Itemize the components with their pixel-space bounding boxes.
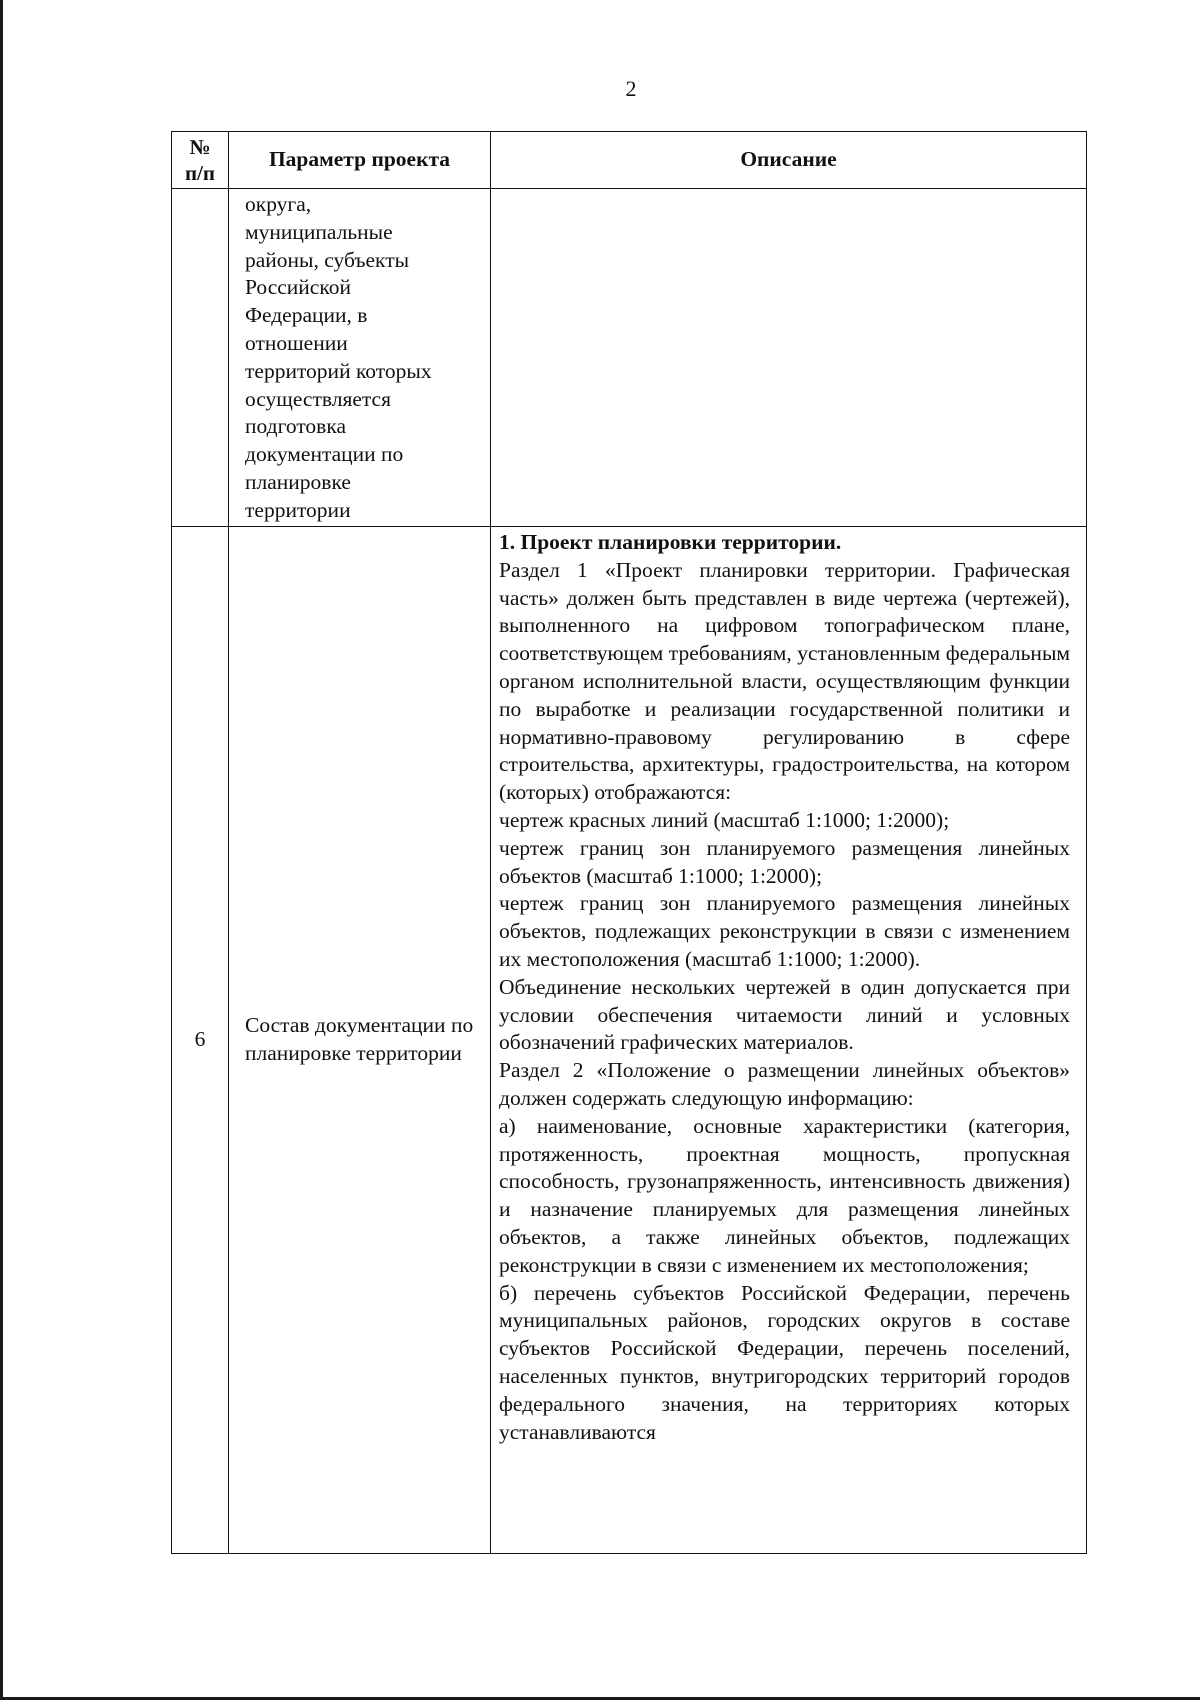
- description-paragraph: чертеж границ зон планируемого размещения линейных объектов, подлежащих реконструкции в связи с изменением их местоположения (масштаб 1:1000; 1:2000).: [499, 891, 1070, 971]
- description-paragraph: Объединение нескольких чертежей в один допускается при условии обеспечения читаемости линий и условных обозначений графических материалов.: [499, 974, 1070, 1055]
- page-number: 2: [625, 76, 637, 101]
- header-number-abbr: п/п: [184, 161, 216, 185]
- table-header-row: [172, 132, 1087, 189]
- cell-parameter-6: Состав документации по планировке территории: [229, 527, 491, 1554]
- header-parameter: Параметр проекта: [229, 132, 491, 189]
- header-description: Описание: [491, 132, 1087, 189]
- scan-edge-left: [0, 0, 3, 1700]
- param-line: округа,: [245, 192, 312, 216]
- param-line: документации по: [245, 442, 404, 467]
- cell-description-6: [491, 527, 1087, 1554]
- param-line: подготовка: [245, 414, 347, 439]
- description-paragraph: чертеж красных линий (масштаб 1:1000; 1:2000);: [499, 807, 950, 832]
- description-paragraph: Раздел 1 «Проект планировки территории. Графическая часть» должен быть представлен в виде чертежа (чертежей), выполненного на цифровом топографическом плане, соответствующем требованиям, установленным федеральным органом исполнительной власти, осуществляющим функции по выработке и реализации государственной политики и нормативно-правовому регулированию в сфере строительства, архитектуры, градостроительства, на котором (которых) отображаются:: [499, 557, 1070, 805]
- header-number: [172, 132, 229, 189]
- param-line: территорий которых: [245, 358, 432, 383]
- cell-number-continued: [172, 189, 229, 527]
- param-line: отношении: [245, 330, 348, 355]
- param-line: планировке: [245, 469, 351, 494]
- param-line: осуществляется: [245, 386, 391, 411]
- param-line: районы, субъекты: [245, 247, 410, 272]
- param-line: территории: [245, 497, 351, 522]
- project-parameters-table: [171, 131, 1087, 1554]
- cell-number-6: 6: [172, 527, 229, 1554]
- description-heading: 1. Проект планировки территории.: [499, 530, 842, 554]
- param-line: Российской: [245, 275, 351, 300]
- cell-parameter-continued: [229, 189, 491, 527]
- description-paragraph: а) наименование, основные характеристики (категория, протяженность, проектная мощность, пропускная способность, грузонапряженность, интенсивность движения) и назначение планируемых для размещения линейных объектов, а также линейных объектов, подлежащих реконструкции в связи с изменением их местоположения;: [499, 1113, 1070, 1277]
- cell-description-continued: [491, 189, 1087, 527]
- description-paragraph: Раздел 2 «Положение о размещении линейных объектов» должен содержать следующую информацию:: [499, 1058, 1070, 1110]
- param-line: муниципальные: [245, 219, 393, 244]
- table-row-6: [172, 527, 1087, 1554]
- description-paragraph: б) перечень субъектов Российской Федерации, перечень муниципальных районов, городских округов в составе субъектов Российской Федерации, перечень поселений, населенных пунктов, внутригородских территорий городов федерального значения, на территориях которых устанавливаются: [499, 1280, 1070, 1444]
- description-paragraph: чертеж границ зон планируемого размещения линейных объектов (масштаб 1:1000; 1:2000);: [499, 835, 1070, 888]
- param-line: Федерации, в: [245, 303, 368, 328]
- table-row-continued: [172, 189, 1087, 527]
- header-number-symbol: №: [189, 135, 211, 159]
